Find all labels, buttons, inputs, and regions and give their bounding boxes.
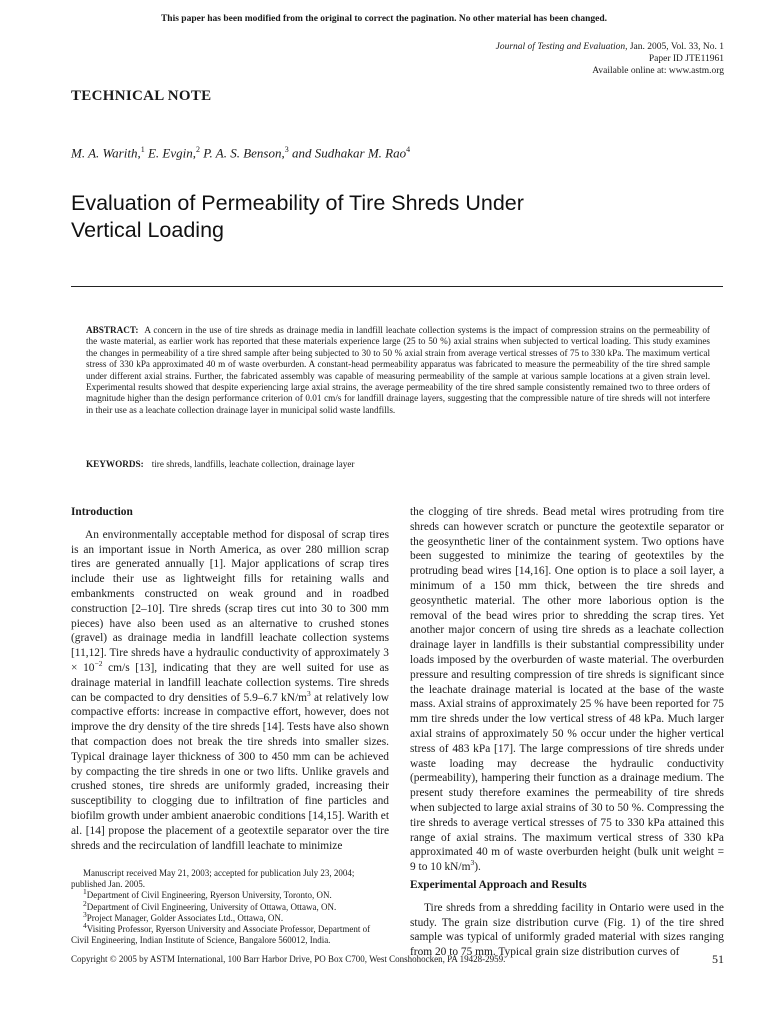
abstract	[86, 325, 710, 416]
author-3-affiliation: 3	[284, 145, 289, 154]
journal-name: Journal of Testing and Evaluation	[495, 42, 626, 52]
author-list	[71, 145, 410, 161]
author-1-affiliation: 1	[140, 145, 145, 154]
keywords	[86, 459, 355, 469]
introduction-paragraph	[71, 528, 389, 854]
title-divider	[71, 286, 723, 287]
keywords-text: tire shreds, landfills, leachate collection, drainage layer	[151, 459, 355, 469]
footnote-1-marker: 1	[83, 887, 87, 897]
author-1: M. A. Warith,	[71, 145, 141, 161]
intro-exponent-1: −2	[94, 659, 103, 669]
left-column	[71, 505, 389, 853]
abstract-text: A concern in the use of tire shreds as drainage media in landfill leachate collection systems is the impact of compression strains on the permeability of the waste material, as earlier work has reported that these materials experience large (25 to 50 %) axial strains when subjected to vertical loading. This study examines the changes in permeability of a tire shred sample after being subjected to 30 to 50 % axial strain from average vertical stresses of 75 to 330 kPa. The maximum vertical stress of 330 kPa approximated 40 m of waste overburden. A constant-head permeability apparatus was fabricated to measure the permeability of the tire shred sample under different axial strains. Further, the fabricated assembly was capable of measuring permeability of the sample at various sample locations at a given strain level. Experimental results showed that despite experiencing large axial strains, the average permeability of the tire shred sample consistently remained two to three orders of magnitude higher than the design performance criterion of 0.01 cm/s for landfill drainage layers, suggesting that the compressible nature of tire shreds will not interfere in their use as a leachate collection drainage layer in municipal solid waste landfills.	[86, 325, 710, 415]
experimental-paragraph: Tire shreds from a shredding facility in Ontario were used in the study. The grain size distribution curve (Fig. 1) of the tire shred sample was typical of uniformly graded material with sizes ranging from 20 to 75 mm. Typical grain size distribution curves of	[410, 901, 724, 959]
manuscript-received: Manuscript received May 21, 2003; accepted for publication July 23, 2004; published Jan. 2005.	[71, 868, 355, 890]
intro-continued-end: ).	[474, 861, 481, 874]
title-line-1: Evaluation of Permeability of Tire Shreds Under	[71, 191, 524, 215]
footnote-1	[71, 887, 389, 901]
available-online: Available online at: www.astm.org	[592, 66, 724, 76]
author-4-affiliation: 4	[406, 145, 411, 154]
intro-exponent-2: 3	[306, 688, 311, 698]
footnote-3	[71, 909, 389, 924]
footnote-4	[71, 921, 389, 946]
footnote-2-marker: 2	[83, 898, 87, 908]
footnote-2	[71, 898, 389, 913]
footnote-4-text: Visiting Professor, Ryerson University and Associate Professor, Department of Civil Engineering, Indian Institute of Science, Bangalore 560012, India.	[71, 924, 371, 946]
footnotes	[71, 868, 389, 946]
section-label: TECHNICAL NOTE	[71, 88, 212, 104]
right-column	[410, 505, 724, 875]
experimental-section	[410, 878, 724, 960]
modification-notice: This paper has been modified from the original to correct the pagination. No other material has been changed.	[160, 14, 608, 24]
page-number: 51	[712, 952, 724, 966]
author-4: and Sudhakar M. Rao	[288, 145, 407, 161]
intro-text-b: cm/s [13], indicating that they are well suited for use as drainage material in landfill leachate collection systems. Tire shreds can be compacted to dry densities of 5.9–6.7 kN/m	[71, 661, 389, 704]
footnote-2-text: Department of Civil Engineering, University of Ottawa, Ottawa, ON.	[86, 901, 337, 912]
intro-continued-text: the clogging of tire shreds. Bead metal wires protruding from tire shreds can however scratch or puncture the geotextile separator or the geosynthetic liner of the containment system. Two options have been suggested to minimize the tearing of geotextiles by the protruding bead wires [14,16]. One option is to place a soil layer, a minimum of a 150 mm thick, between the tire shreds and geosynthetic material. The other more laborious option is the removal of the bead wires prior to shredding the scrap tires. Yet another major concern of using tire shreds as a leachate collection drainage layer in landfills is their substantial compressibility under loads imposed by the overburden of waste material. The overburden pressure and resulting compression of tire shreds is significant since the leachate drainage material is located at the base of the waste mass. Axial strains of approximately 25 % have been reported for 75 mm tire shreds under the low vertical stress of 48 kPa. Much larger axial strains of approximately 50 % occur under the higher vertical stress of 483 kPa [17]. The large compressions of tire shreds under waste loading may decrease the hydraulic conductivity (permeability), hampering their function as a drainage medium. The present study therefore examines the permeability of tire shreds when subjected to large axial strains of 30 to 50 %. Compressing the tire shreds to average vertical stresses of 75 to 330 kPa attained this range of axial strains. The maximum vertical stress of 330 kPa approximated 40 m of waste overburden height (bulk unit weight = 9 to 10 kN/m	[410, 506, 724, 874]
author-2-affiliation: 2	[195, 145, 200, 154]
paper-id: Paper ID JTE11961	[648, 54, 724, 64]
intro-continued-exponent: 3	[470, 858, 475, 868]
author-3: P. A. S. Benson,	[199, 145, 285, 161]
experimental-heading: Experimental Approach and Results	[410, 879, 587, 891]
paper-title	[71, 190, 691, 244]
footnote-3-marker: 3	[83, 909, 87, 919]
introduction-heading: Introduction	[71, 506, 133, 518]
footnote-3-text: Project Manager, Golder Associates Ltd., Ottawa, ON.	[86, 912, 284, 923]
abstract-label: ABSTRACT:	[86, 325, 139, 335]
copyright-line: Copyright © 2005 by ASTM International, 100 Barr Harbor Drive, PO Box C700, West Conshohocken, PA 19428-2959.	[71, 954, 506, 964]
journal-citation	[496, 41, 724, 77]
footnote-4-marker: 4	[83, 921, 87, 931]
keywords-label: KEYWORDS:	[86, 459, 144, 469]
introduction-continued	[410, 505, 724, 875]
journal-issue: , Jan. 2005, Vol. 33, No. 1	[625, 42, 724, 52]
intro-text-c: at relatively low compactive efforts: increase in compactive effort, however, does not improve the dry density of the tire shreds [14]. Tests have also shown that compaction does not break the tire shreds into smaller sizes. Typical drainage layer thickness of 300 to 450 mm can be achieved by compacting the tire shreds in one or two lifts. Unlike gravels and crushed stones, tire shreds are uniformly graded, increasing their susceptibility to clogging due to infiltration of fine particles and biofilm growth under ambient anaerobic conditions [14,15]. Warith et al. [14] propose the placement of a geotextile separator over the tire shreds and the recirculation of landfill leachate to minimize	[71, 691, 389, 852]
title-line-2: Vertical Loading	[71, 218, 224, 242]
intro-text-a: An environmentally acceptable method for disposal of scrap tires is an important issue in North America, as over 280 million scrap tires are generated annually [1]. Major applications of scrap tires include their use as lightweight fills for retaining walls and embankments constructed on weak ground and in roadbed construction [2–10]. Tire shreds (scrap tires cut into 30 to 300 mm pieces) have also been used as an alternative to crushed stones (gravel) as drainage media in landfill leachate collection systems [11,12]. Tire shreds have a hydraulic conductivity of approximately 3 × 10	[71, 528, 389, 674]
footnote-1-text: Department of Civil Engineering, Ryerson University, Toronto, ON.	[86, 890, 332, 901]
author-2: E. Evgin,	[144, 145, 196, 161]
